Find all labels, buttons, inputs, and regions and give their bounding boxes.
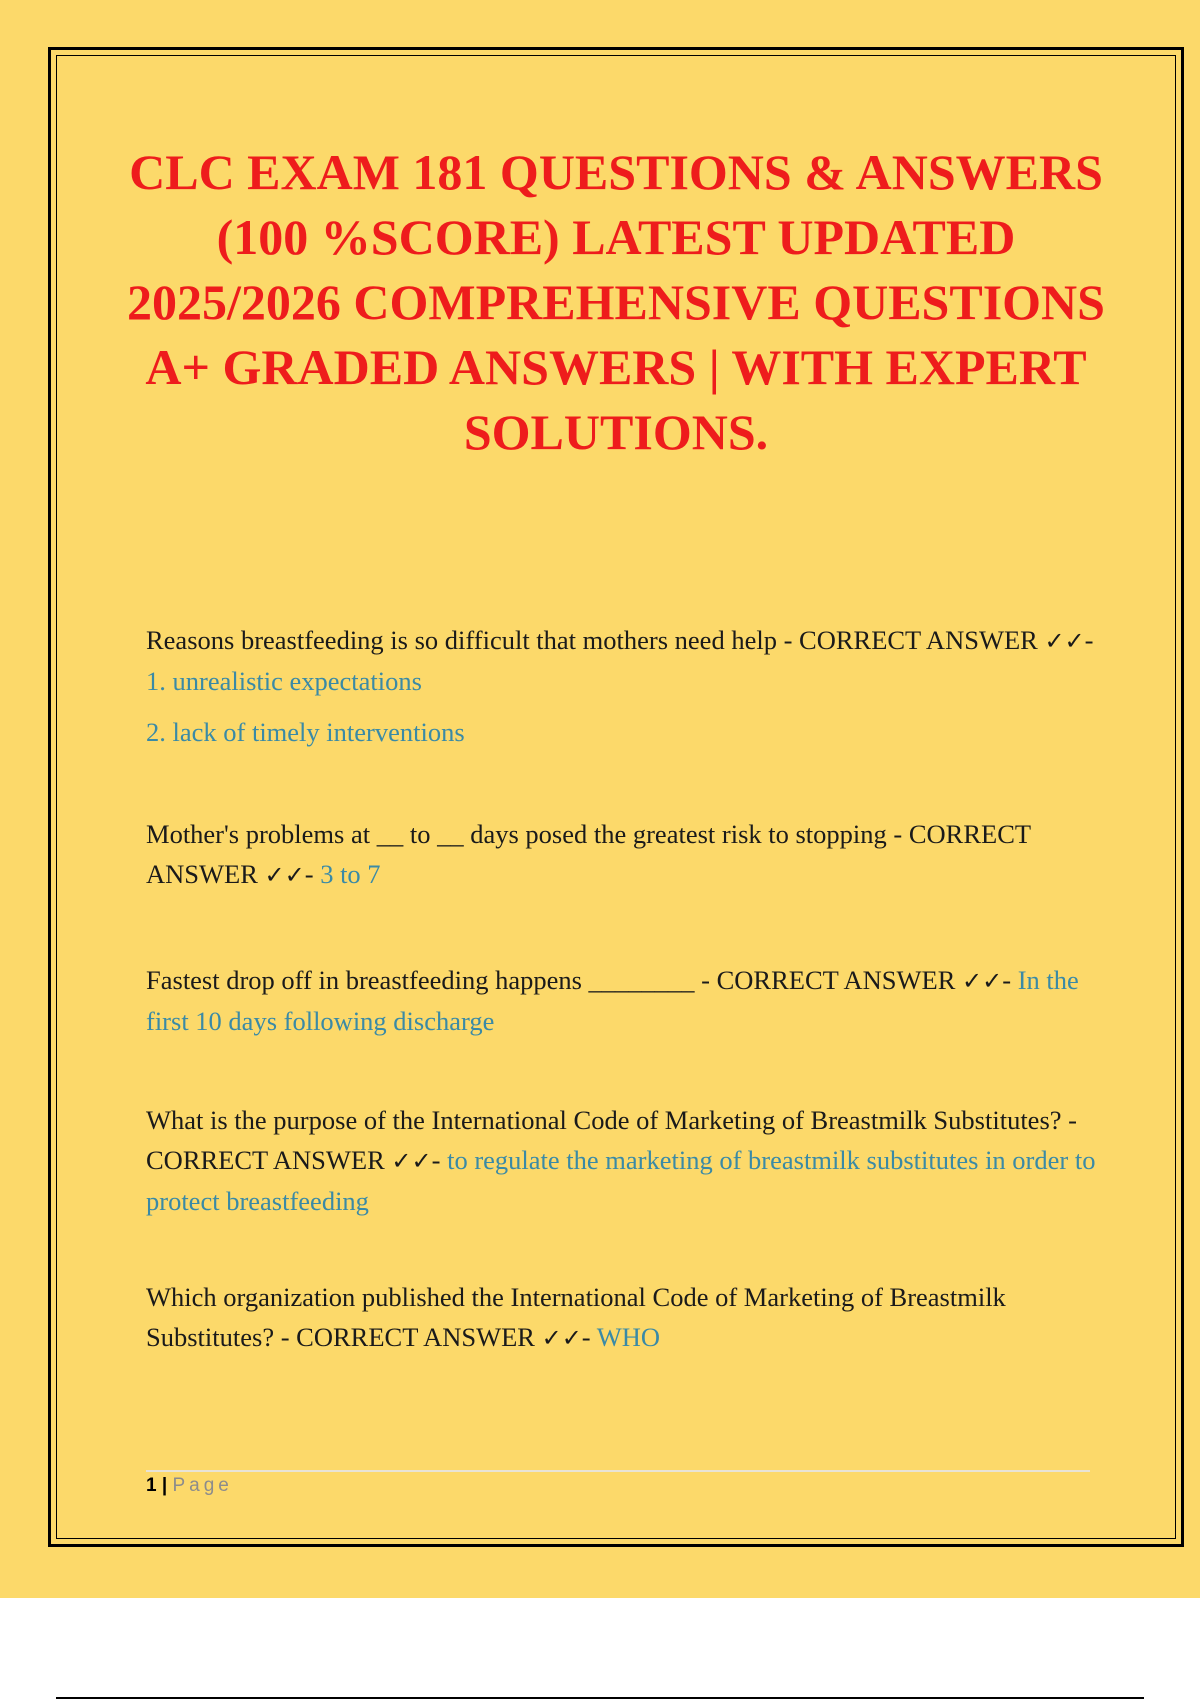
double-checkmark-icon: ✓✓ [1044, 627, 1085, 655]
answer-text: 1. unrealistic expectations [146, 666, 422, 696]
answer-dash: - [581, 1322, 597, 1352]
question-text: Reasons breastfeeding is so difficult that mothers need help [146, 625, 777, 655]
answer-text: 3 to 7 [320, 859, 381, 889]
correct-answer-label: - CORRECT ANSWER [146, 1105, 1077, 1175]
question-text: Fastest drop off in breastfeeding happens ________ [146, 965, 695, 995]
correct-answer-label: - CORRECT ANSWER [146, 819, 1031, 889]
correct-answer-label: - CORRECT ANSWER [776, 625, 1045, 655]
double-checkmark-icon: ✓✓ [962, 967, 1003, 995]
next-page-top-rule [56, 1697, 1144, 1699]
correct-answer-label: - CORRECT ANSWER [274, 1322, 542, 1352]
qa-item [146, 1277, 1096, 1358]
answer-dash: - [304, 859, 321, 889]
footer-divider [146, 1470, 1090, 1472]
page-label: Page [172, 1475, 233, 1496]
double-checkmark-icon: ✓✓ [264, 861, 305, 889]
answer-dash: - [1002, 965, 1018, 995]
answer-dash: - [1084, 625, 1094, 655]
qa-item [146, 814, 1096, 895]
footer-separator: | [156, 1475, 173, 1496]
question-text: Which organization published the International Code of Marketing of Breastmilk Substitutes? [146, 1282, 1006, 1352]
answer-text-continued: 2. lack of timely interventions [146, 717, 465, 747]
page-footer [146, 1474, 233, 1498]
qa-item [146, 1100, 1096, 1221]
document-title: CLC EXAM 181 QUESTIONS & ANSWERS (100 %SCORE) LATEST UPDATED 2025/2026 COMPREHENSIVE QUESTIONS A+ GRADED ANSWERS | WITH EXPERT SOLUTIONS. [127, 144, 1105, 460]
double-checkmark-icon: ✓✓ [541, 1324, 582, 1352]
qa-item [146, 960, 1096, 1041]
question-text: Mother's problems at __ to __ days posed the greatest risk to stopping [146, 819, 887, 849]
qa-item [146, 620, 1096, 701]
answer-text: WHO [596, 1322, 661, 1352]
question-text: What is the purpose of the International Code of Marketing of Breastmilk Substitutes? [146, 1105, 1062, 1135]
answer-text: to regulate the marketing of breastmilk substitutes in order to protect breastfeeding [146, 1145, 1096, 1216]
page-number: 1 [146, 1475, 157, 1496]
double-checkmark-icon: ✓✓ [391, 1147, 432, 1175]
correct-answer-label: - CORRECT ANSWER [694, 965, 963, 995]
answer-dash: - [431, 1145, 448, 1175]
answer-text: In the first 10 days following discharge [146, 965, 1079, 1036]
